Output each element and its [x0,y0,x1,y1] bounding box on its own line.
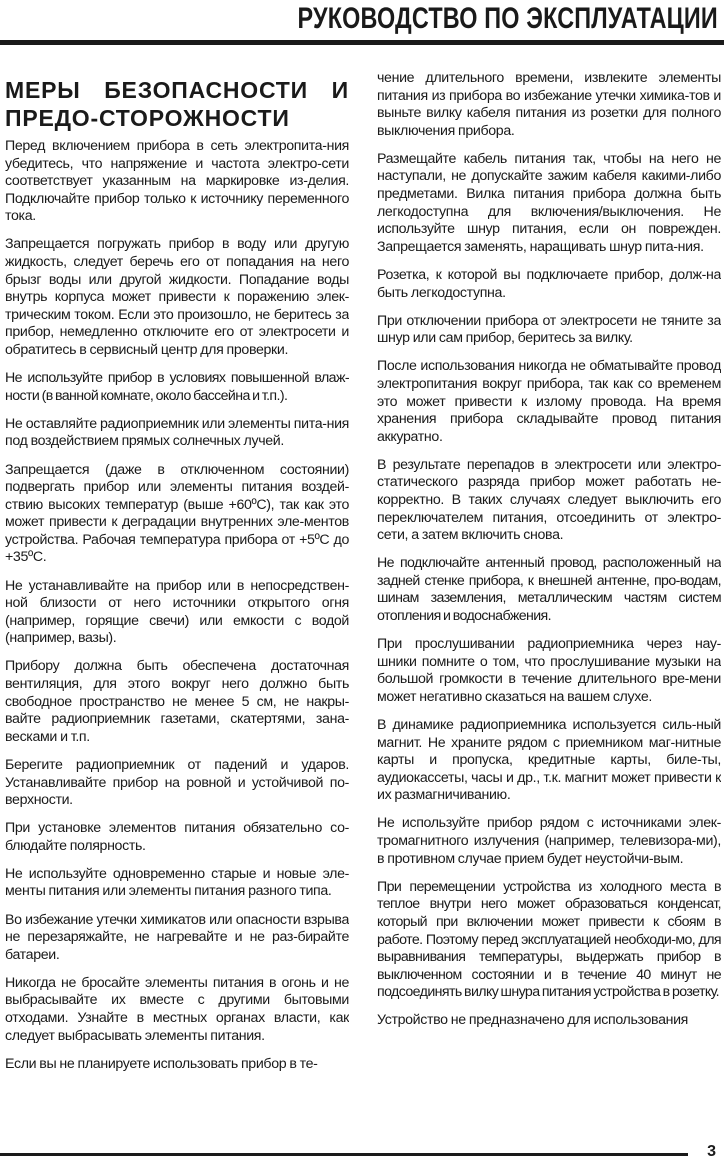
left-column [5,70,349,1135]
paragraph: Перед включением прибора в сеть электропита-ния убедитесь, что напряжение и частота электро-сети соответствует указанным на маркировке из-делия. Подключайте прибор только к источнику переменного тока. [5,138,349,225]
footer-rule [0,1153,688,1156]
paragraph: Во избежание утечки химикатов или опасности взрыва не перезаряжайте, не нагревайте и не раз-бирайте батареи. [5,911,349,963]
two-column-body [5,70,721,1135]
paragraph: Не устанавливайте на прибор или в непосредствен-ной близости от него источники открытого огня (например, горящие свечи) или емкости с водой (например, вазы). [5,577,349,647]
paragraph: Если вы не планируете использовать прибор в те- [5,1055,318,1072]
paragraph: Запрещается погружать прибор в воду или другую жидкость, следует беречь его от попадания на него брызг воды или другой жидкости. Попадание воды внутрь корпуса может привести к поражению элек-трическим током. Если это произошло, не беритесь за прибор, немедленно отключите его от электросети и обратитесь в сервисный центр для проверки. [5,236,349,359]
paragraph: Не оставляйте радиоприемник или элементы пита-ния под воздействием прямых солнечных лучей. [5,415,349,450]
page-number: 3 [707,1143,716,1160]
paragraph: Берегите радиоприемник от падений и ударов. Устанавливайте прибор на ровной и устойчивой по-верхности. [5,756,349,809]
page-header-title: РУКОВОДСТВО ПО ЭКСПЛУАТАЦИИ [297,2,718,35]
paragraph: Не используйте прибор в условиях повышенной влаж-ности (в ванной комнате, около бассейна и т.п.). [5,370,349,404]
paragraph: чение длительного времени, извлеките элементы питания из прибора во избежание утечки химика-тов и выньте вилку кабеля питания из розетки для полного выключения прибора. [377,70,721,139]
paragraph: Запрещается (даже в отключенном состоянии) подвергать прибор или элементы питания воздей-ствию высоких температур (выше +60ºС), так как это может привести к деградации внутренних эле-ментов устройства. Рабочая температура прибора от +5ºС до +35ºС. [5,461,349,566]
paragraph: При отключении прибора от электросети не тяните за шнур или сам прибор, беритесь за вилку. [377,312,721,347]
paragraph: В динамике радиоприемника используется силь-ный магнит. Не храните рядом с приемником маг-нитные карты и пропуска, кредитные карты, биле-ты, аудиокассеты, часы и др., т.к. магнит может привести к их размагничиванию. [377,717,721,804]
paragraph: Не используйте одновременно старые и новые эле-менты питания или элементы питания разного типа. [5,865,349,900]
paragraph: Размещайте кабель питания так, чтобы на него не наступали, не допускайте зажим кабеля какими-либо предметами. Вилка питания прибора должна быть легкодоступна для включения/выключения. Не используйте шнур питания, если он поврежден. Запрещается заменять, наращивать шнур пита-ния. [377,150,721,255]
section-title: МЕРЫ БЕЗОПАСНОСТИ И ПРЕДО-СТОРОЖНОСТИ [5,77,349,131]
paragraph: Не используйте прибор рядом с источниками элек-тромагнитного излучения (например, телевизора-ми), в противном случае прием будет неустойчи-вым. [377,815,721,867]
paragraph: Розетка, к которой вы подключаете прибор, долж-на быть легкодоступна. [377,266,721,301]
paragraph: В результате перепадов в электросети или электро-статического разряда прибор может работать не-корректно. В таких случаях следует выключить его переключателем питания, отсоединить от электро-сети, а затем включить снова. [377,456,721,544]
paragraph: Прибору должна быть обеспечена достаточная вентиляция, для этого вокруг него должно быть свободное пространство не менее 5 см, не накры-вайте радиоприемник газетами, скатертями, зана-весками и т.п. [5,658,349,745]
paragraph: После использования никогда не обматывайте провод электропитания вокруг прибора, так как со временем это может привести к излому провода. На время хранения прибора складывайте провод питания аккуратно. [377,358,721,445]
paragraph: Никогда не бросайте элементы питания в огонь и не выбрасывайте их вместе с другими бытовыми отходами. Узнайте в местных органах власти, как следует выбрасывать элементы питания. [5,974,349,1044]
paragraph: При прослушивании радиоприемника через нау-шники помните о том, что прослушивание музыки на большой громкости в течение длительного вре-мени может негативно сказаться на вашем слухе. [377,636,721,705]
paragraph: Устройство не предназначено для использования [377,1012,689,1029]
paragraph: При перемещении устройства из холодного места в теплое внутри него может образоваться конденсат, который при включении может привести к сбоям в работе. Поэтому перед эксплуатацией необходи-мо, для выравнивания температуры, выдержать прибор в выключенном состоянии и в течение 40 минут не подсоединять вилку шнура питания устройства в розетку. [377,878,721,1001]
right-column [377,70,721,1135]
header-rule [0,40,724,45]
paragraph: При установке элементов питания обязательно со-блюдайте полярность. [5,820,349,854]
paragraph: Не подключайте антенный провод, расположенный на задней стенке прибора, к внешней антенне, про-водам, шинам заземления, металлическим частям систем отопления и водоснабжения. [377,555,721,625]
